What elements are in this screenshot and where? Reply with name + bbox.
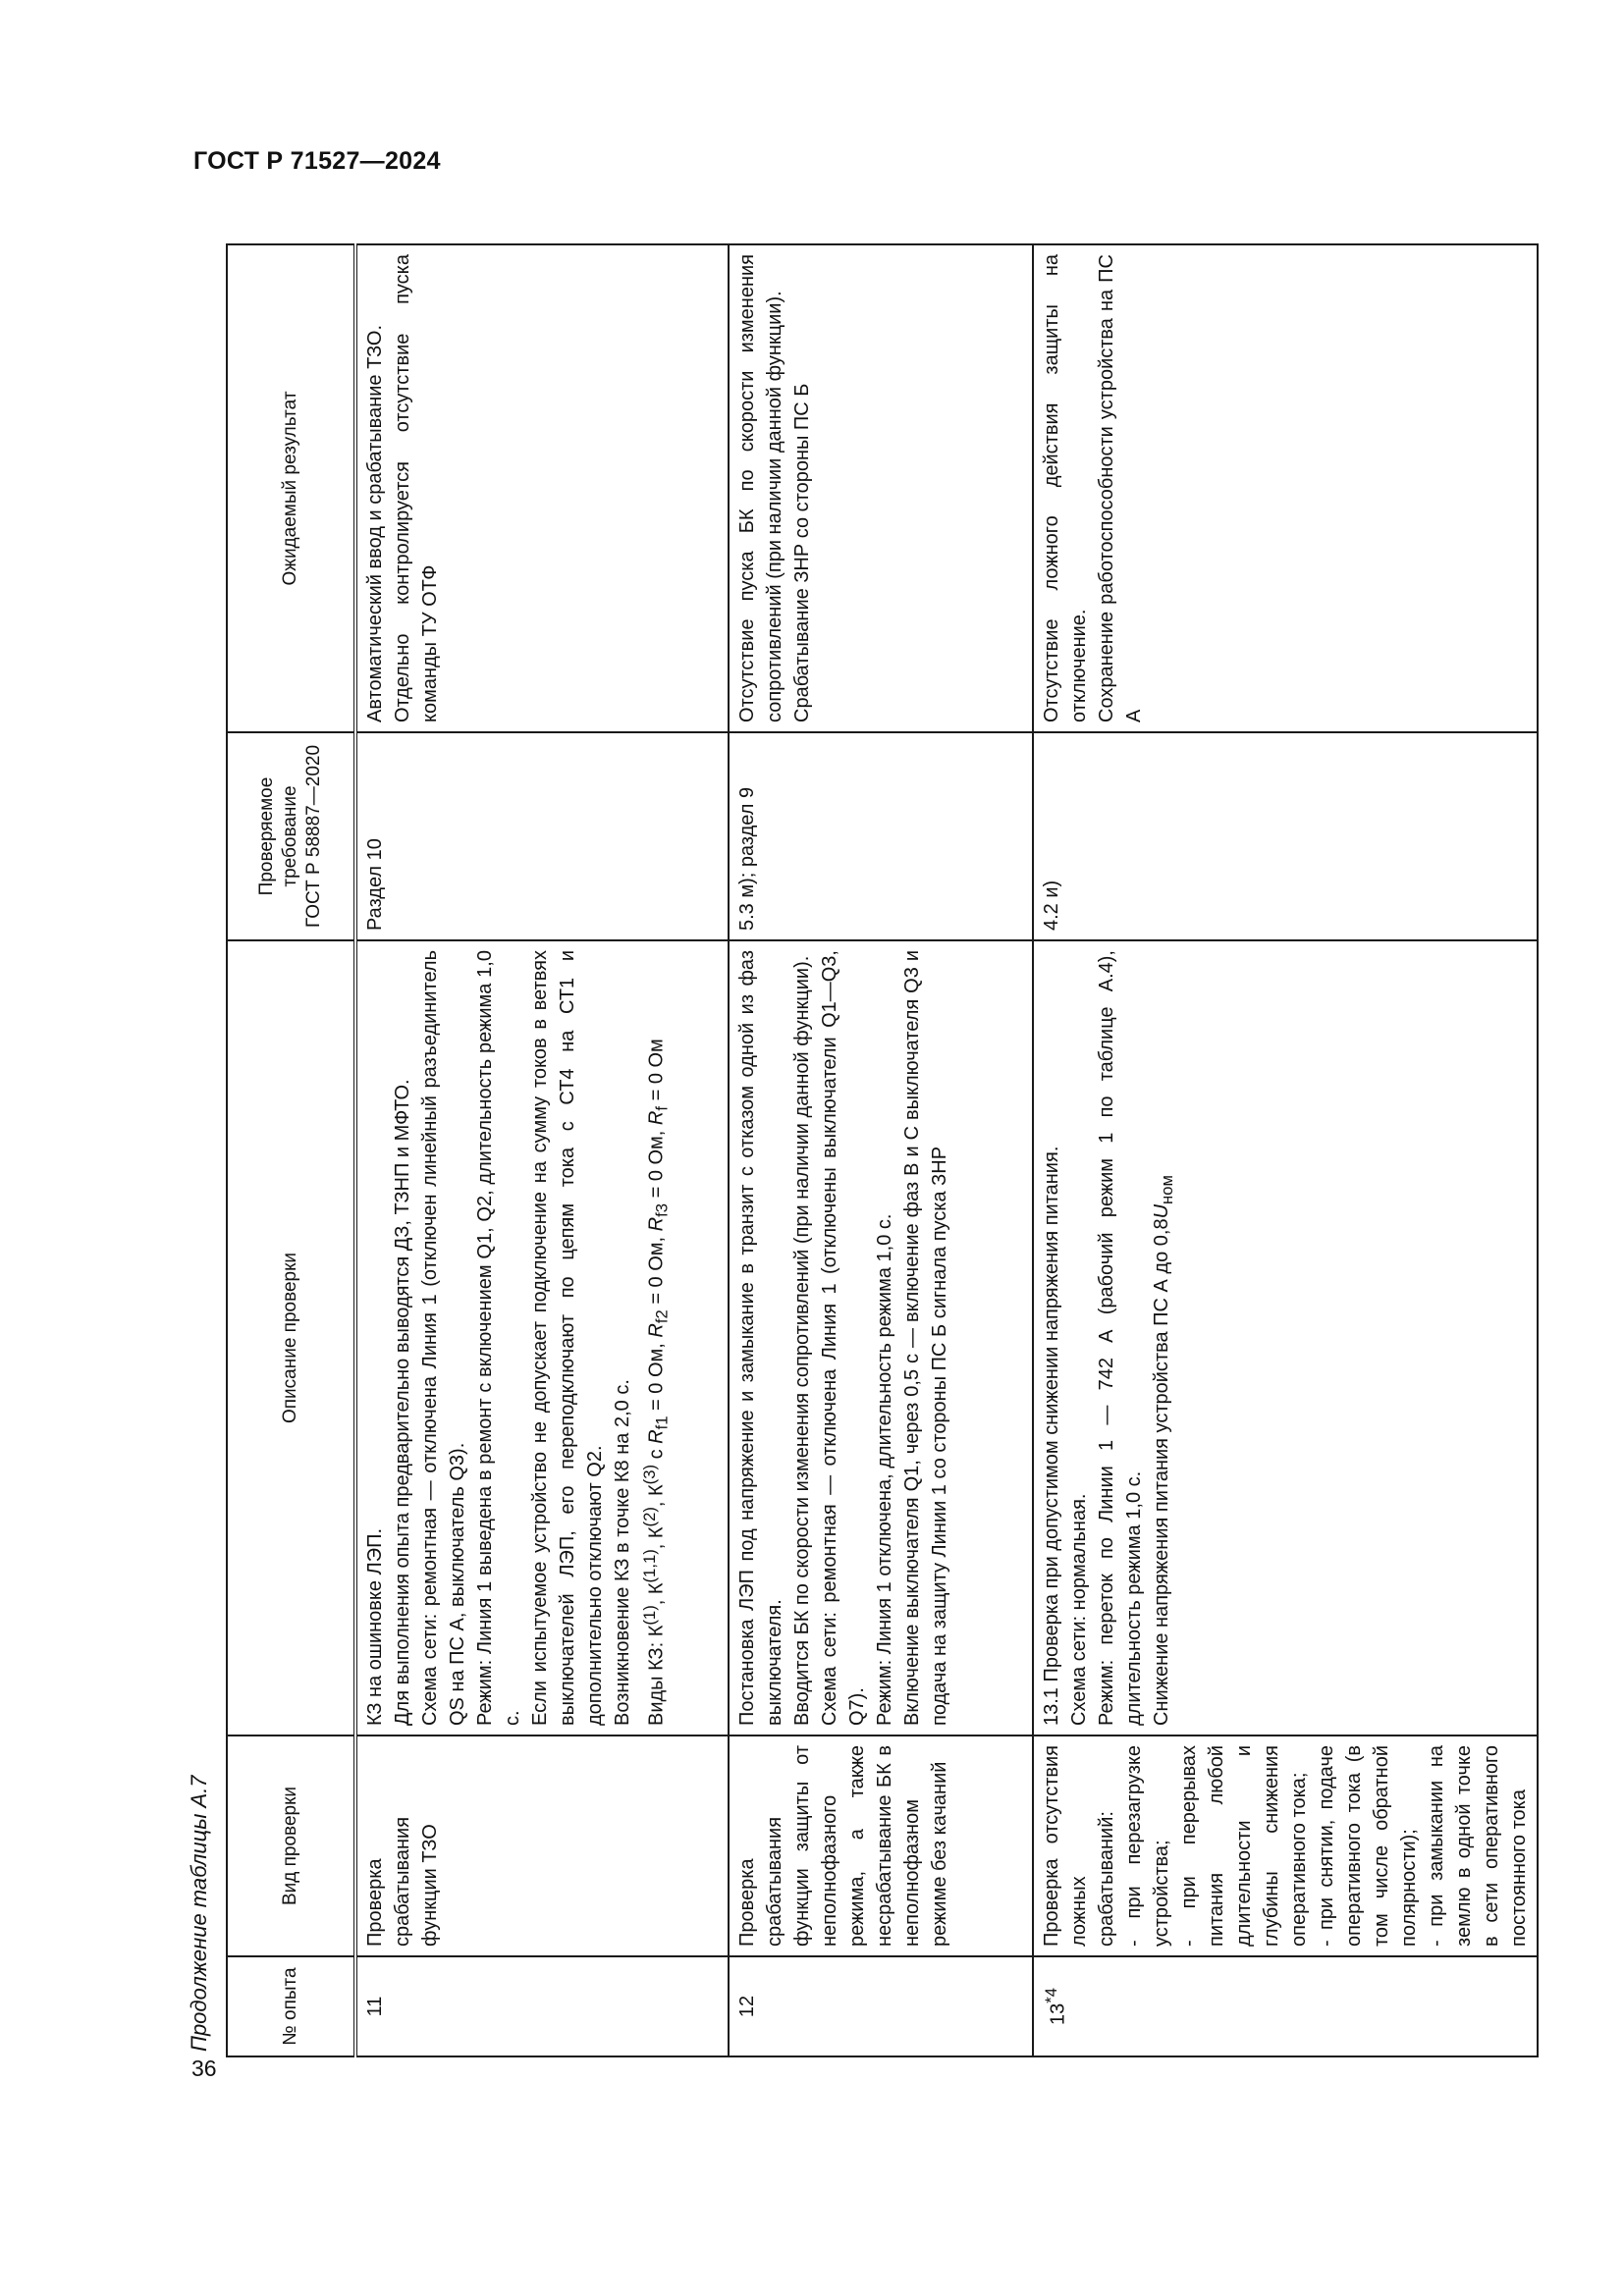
kind-line: Проверка отсутствия ложных срабатываний: [1041,1745,1117,1947]
expected-result-cell [729,244,1033,732]
fault-types-line: Виды КЗ: $К^{(1)}$, К$^{(1,1)}$, $К^{(2)}$, $К^{(3)}$ с $R_{f1} = 0$ Ом, $R_{f2} = 0$ Ом, $R_{f3} = 0$ Ом, $R_f = 0$ Ом [640,1039,672,1726]
kind-line: - при замыкании на землю в одной точке в сети оперативного постоянного тока [1426,1745,1530,1947]
test-description-cell [729,940,1033,1735]
table-row [729,244,1033,2056]
kind-line: - при снятии, подаче оперативного тока (в том числе обратной полярности); [1316,1745,1420,1947]
table-row [355,244,729,2056]
expected-line: Сохранение работоспособности устройства на ПС А [1096,254,1145,722]
kind-line: - при перерывах питания любой длительности и глубины снижения оперативного тока; [1178,1745,1310,1947]
test-kind-cell: Проверка срабатывания функции ТЗО [355,1735,729,1956]
requirement-cell: 4.2 и) [1033,732,1538,940]
test-table [226,243,1539,2057]
description-line: Режим: переток по Линии 1 — 742 А (рабочий режим 1 по таблице А.4), длительность режима 1,0 с. [1096,950,1145,1726]
col-header-requirement [227,732,355,940]
col-header-number: № опыта [227,1956,355,2056]
expected-line: Отсутствие ложного действия защиты на отключение. [1041,254,1090,722]
requirement-cell: 5.3 м); раздел 9 [729,732,1033,940]
description-line: Включение выключателя Q1, через 0,5 с — включение фаз В и С выключателя Q3 и подача на защиту Линии 1 со стороны ПС Б сигнала пуска ЗНР [901,950,950,1726]
table-row [1033,244,1538,2056]
col-header-requirement-line: требование [280,785,300,887]
description-line: 13.1 Проверка при допустимом снижении напряжения питания. [1041,1146,1062,1726]
description-line: Схема сети: ремонтная — отключена Линия 1 (отключены выключатели Q1—Q3, Q7). [819,950,868,1726]
test-kind-cell: Проверка срабатывания функции защиты от неполнофазного режима, а также несрабатывание БК в неполнофазном режиме без качаний [729,1735,1033,1956]
test-number-cell: 11 [355,1956,729,2056]
expected-line: Отсутствие пуска БК по скорости изменения сопротивлений (при наличии данной функции). [736,254,785,722]
page-number: 36 [191,2056,217,2081]
kind-line: - при перезагрузке устройства; [1123,1745,1172,1947]
table-header-row [227,244,355,2056]
col-header-description: Описание проверки [227,940,355,1735]
col-header-requirement-line: Проверяемое [256,776,277,896]
expected-result-cell [355,244,729,732]
test-description-cell [355,940,729,1735]
description-line: Возникновение КЗ в точке К8 на 2,0 с. [612,1379,633,1726]
expected-result-cell [1033,244,1538,732]
description-line: Схема сети: ремонтная — отключена Линия 1 (отключен линейный разъединитель QS на ПС А, выключатель Q3). [419,950,468,1726]
description-line: Для выполнения опыта предварительно выводятся ДЗ, ТЗНП и МФТО. [392,1079,413,1726]
col-header-kind: Вид проверки [227,1735,355,1956]
requirement-cell: Раздел 10 [355,732,729,940]
col-header-expected: Ожидаемый результат [227,244,355,732]
document-header: ГОСТ Р 71527—2024 [193,147,441,175]
description-line: КЗ на ошиновке ЛЭП. [364,1527,386,1726]
description-line: Постановка ЛЭП под напряжение и замыкание в транзит с отказом одной из фаз выключателя. [736,950,785,1726]
expected-line: Срабатывание ЗНР со стороны ПС Б [791,383,813,722]
test-number-cell: 13$^{*4}$ [1033,1956,1538,2056]
voltage-line: Снижение напряжения питания устройства ПС А до $0,8U_{ном}$ [1151,1175,1176,1726]
description-line: Режим: Линия 1 выведена в ремонт с включением Q1, Q2, длительность режима 1,0 с. [474,950,523,1726]
description-line: Если испытуемое устройство не допускает подключение на сумму токов в ветвях выключателей ЛЭП, его переподключают по цепям тока с СТ4 на СТ1 и дополнительно отключают Q2. [529,950,606,1726]
test-kind-cell [1033,1735,1538,1956]
rotated-table-area [187,232,1530,2057]
description-line: Вводится БК по скорости изменения сопротивлений (при наличии данной функции). [791,955,813,1726]
table-caption: Продолжение таблицы А.7 [187,1775,211,2052]
description-line: Режим: Линия 1 отключена, длительность режима 1,0 с. [874,1213,895,1726]
col-header-requirement-line: ГОСТ Р 58887—2020 [303,744,324,929]
test-number-cell: 12 [729,1956,1033,2056]
expected-line: Отдельно контролируется отсутствие пуска команды ТУ ОТФ [392,254,441,722]
description-line: Схема сети: нормальная. [1068,1493,1090,1726]
test-description-cell [1033,940,1538,1735]
expected-line: Автоматический ввод и срабатывание ТЗО. [364,324,386,722]
